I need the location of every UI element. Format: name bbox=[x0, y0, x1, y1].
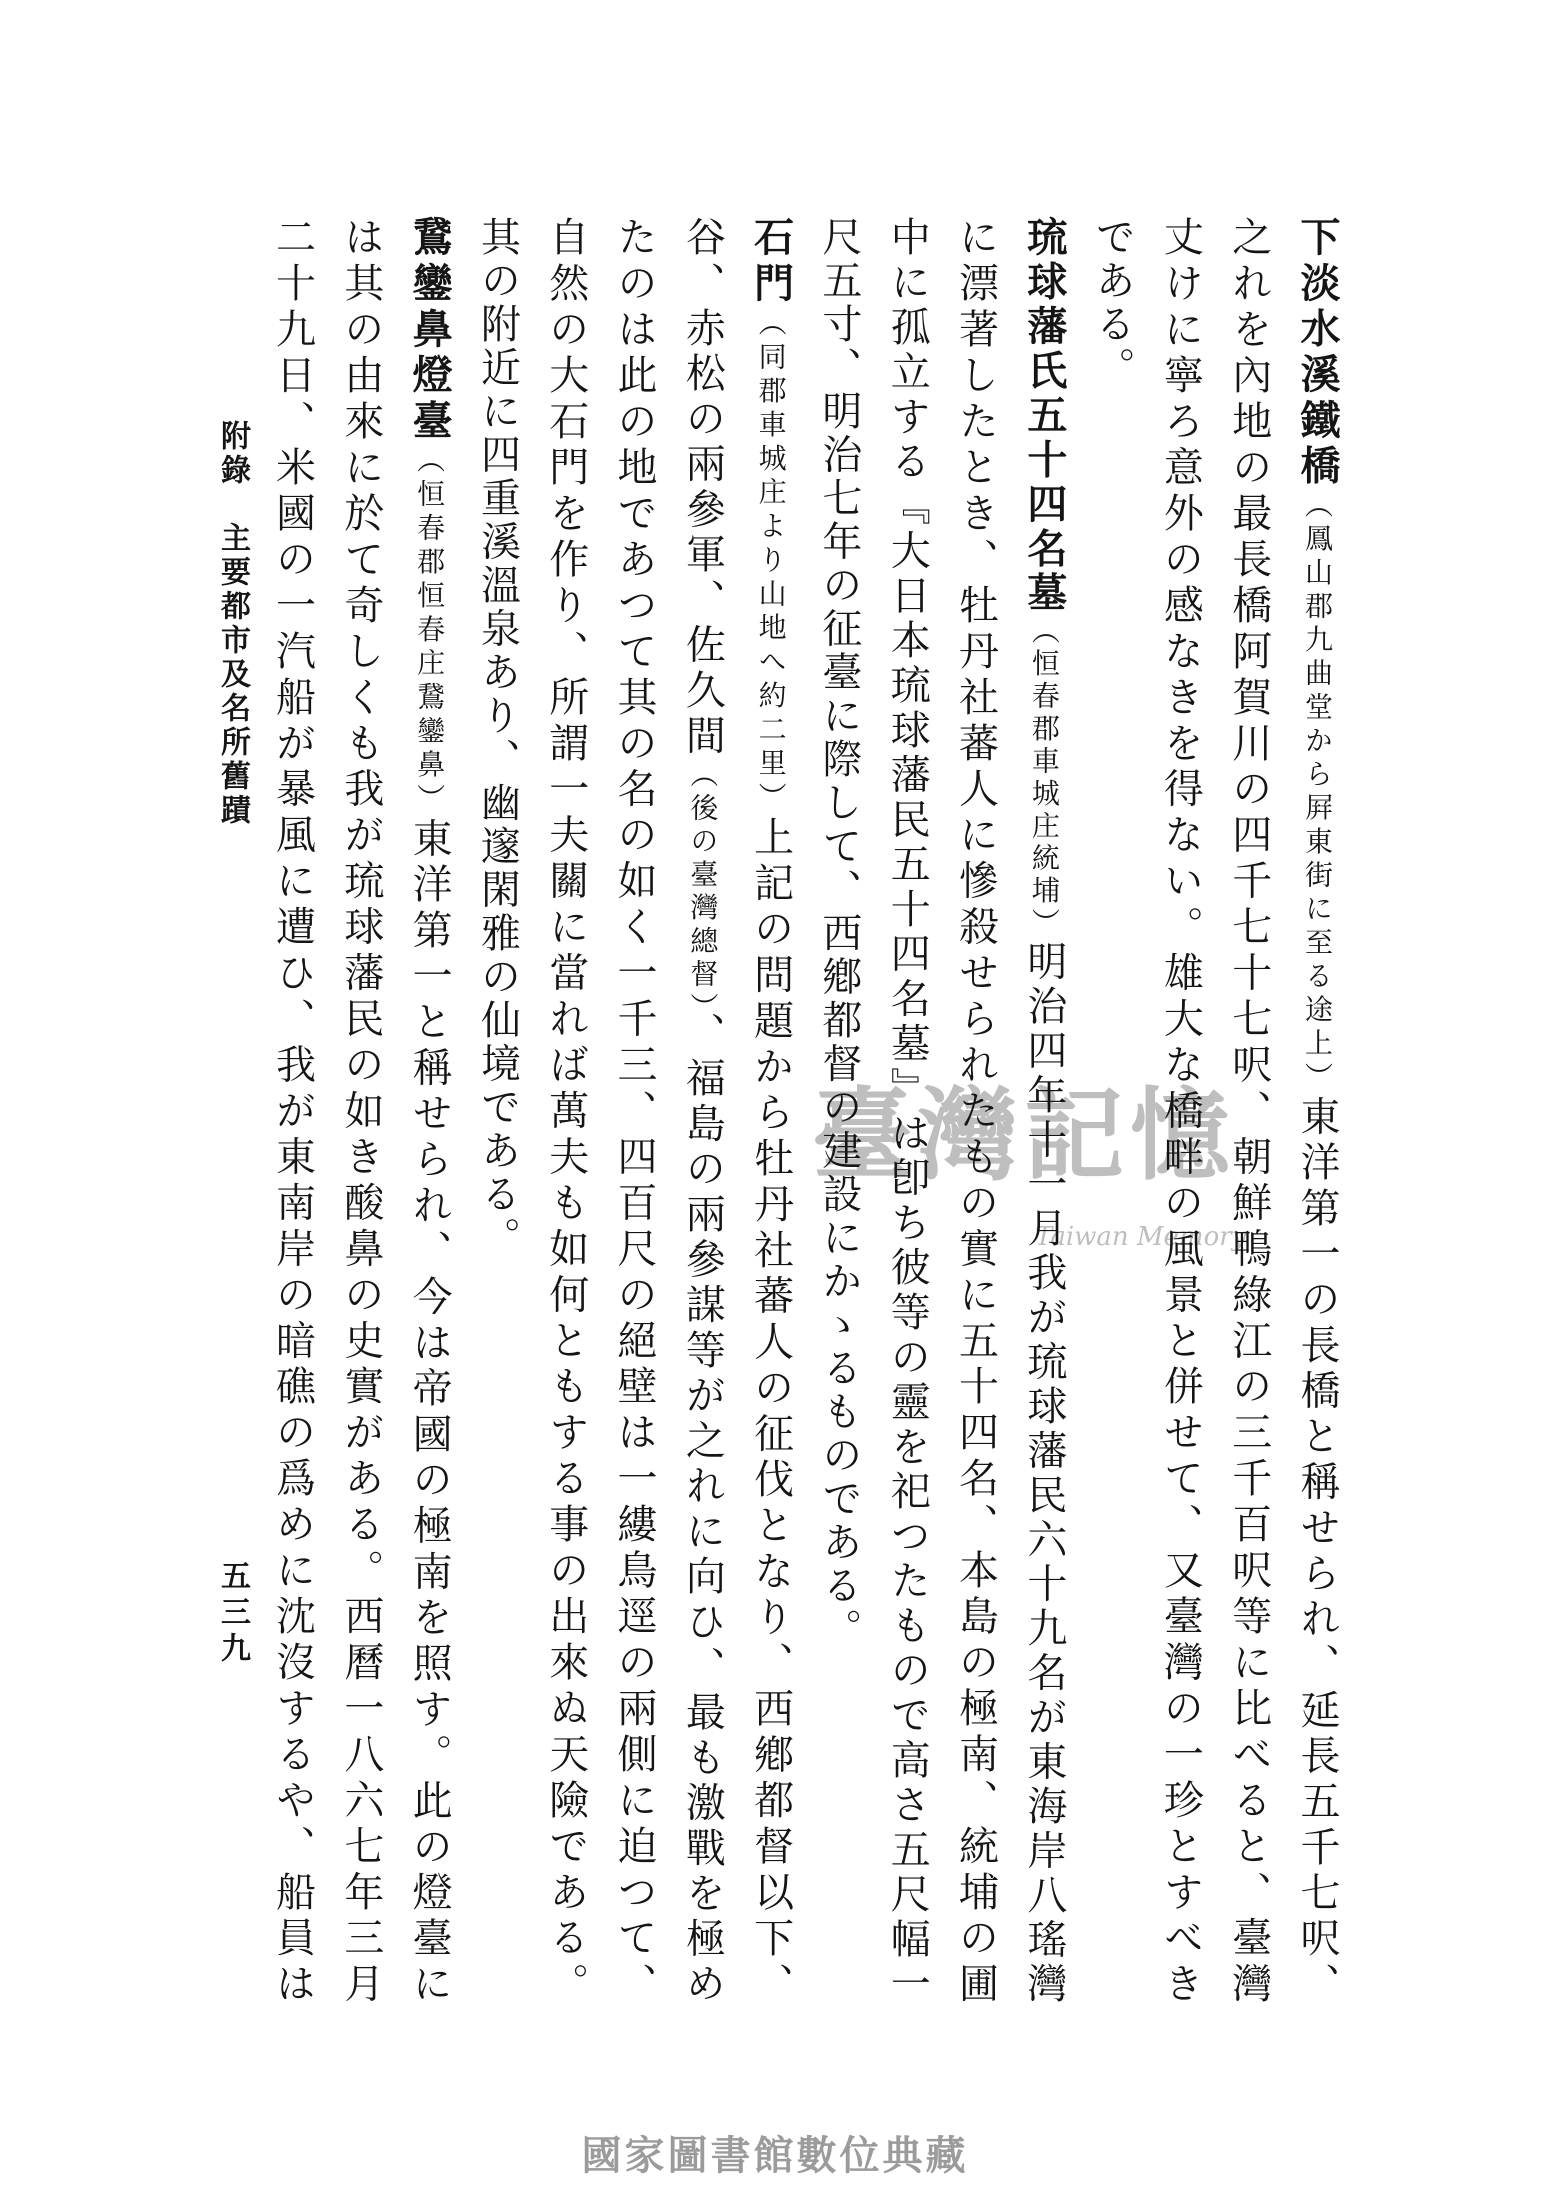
text-column bbox=[941, 216, 1009, 2006]
page-number: 五三九 bbox=[215, 1560, 250, 1668]
text-column bbox=[1078, 216, 1146, 2006]
body-text-line: 東洋第一と稱せられ、今は帝國の極南を照す。此の燈臺に bbox=[406, 817, 453, 2007]
entry-heading: 下淡水溪鐵橋 bbox=[1294, 216, 1341, 490]
body-text-line: 丈けに寧ろ意外の感なきを得ない。雄大な橋畔の風景と併せて、又臺灣の一珍とすべき bbox=[1157, 216, 1204, 2007]
text-column bbox=[1146, 216, 1214, 2006]
body-text-line: 谷、赤松の兩參軍、佐久間 bbox=[679, 216, 726, 760]
watermark-english: Taiwan Memory bbox=[1035, 1222, 1247, 1252]
text-column bbox=[327, 216, 395, 2006]
body-text-line: 明治四年十一月我が琉球藩民六十九名が東海岸八瑤灣 bbox=[1020, 940, 1067, 2007]
body-text-line: に漂著したとき、牡丹社蕃人に慘殺せられたもの實に五十四名、本島の極南、統埔の圃 bbox=[952, 216, 999, 2007]
entry-heading: 石門 bbox=[747, 216, 795, 308]
entry-location-note: （恒春郡車城庄統埔） bbox=[1027, 615, 1061, 941]
text-column bbox=[531, 216, 599, 2006]
entry-heading: 琉球藩氏五十四名墓 bbox=[1020, 216, 1068, 616]
text-column bbox=[805, 216, 873, 2006]
main-text bbox=[258, 216, 1351, 2006]
body-text-line: は其の由來に於て奇しくも我が琉球藩民の如き酸鼻の史實がある。西曆一八六七年三月 bbox=[337, 216, 384, 2006]
text-column bbox=[1010, 216, 1078, 2006]
text-column bbox=[395, 216, 463, 2006]
body-text-line: 之れを內地の最長橋阿賀川の四千七十七呎、朝鮮鴨綠江の三千百呎等に比べると、臺灣 bbox=[1225, 216, 1272, 2007]
entry-location-note: （恒春郡恒春庄鵞鑾鼻） bbox=[413, 445, 447, 818]
text-column bbox=[736, 216, 804, 2006]
collection-footer: 國家圖書館數位典藏 bbox=[581, 2132, 969, 2179]
body-text-line: 中に孤立する『大日本琉球藩民五十四名墓』は卽ち彼等の靈を祀つたもので高さ五尺幅一 bbox=[884, 216, 931, 2006]
body-text-line: 、福島の兩參謀等が之れに向ひ、最も激戰を極め bbox=[679, 1011, 726, 2007]
inline-note: （後の臺灣總督） bbox=[686, 759, 720, 1012]
text-column bbox=[668, 216, 736, 2006]
entry-location-note: （鳳山郡九曲堂から屛東街に至る途上） bbox=[1301, 489, 1334, 1096]
body-text-line: 尺五寸、明治七年の征臺に際して、西鄕都督の建設にかゝるものである。 bbox=[815, 216, 862, 1652]
text-column bbox=[873, 216, 941, 2006]
running-header: 附錄 主要都市及名所舊蹟 bbox=[215, 420, 250, 828]
body-text-line: 東洋第一の長橋と稱せられ、延長五千七呎、 bbox=[1294, 1095, 1340, 2007]
entry-heading: 鵞鑾鼻燈臺 bbox=[406, 216, 454, 446]
text-column bbox=[258, 216, 326, 2006]
body-text-line: 自然の大石門を作り、所謂一夫關に當れば萬夫も如何ともする事の出來ぬ天險である。 bbox=[542, 216, 589, 2007]
body-text-line: 上記の問題から牡丹社蕃人の征伐となり、西鄕都督以下、 bbox=[747, 815, 794, 2007]
text-column bbox=[600, 216, 668, 2006]
text-column bbox=[463, 216, 531, 2006]
body-text-line: 二十九日、米國の一汽船が暴風に遭ひ、我が東南岸の暗礁の爲めに沈沒するや、船員は bbox=[269, 216, 316, 2006]
entry-location-note: （同郡車城庄より山地へ約二里） bbox=[754, 307, 788, 816]
watermark-characters: 臺灣記憶 bbox=[812, 1076, 1236, 1194]
text-column bbox=[1283, 216, 1351, 2006]
body-text-line: 其の附近に四重溪溫泉あり、幽邃閑雅の仙境である。 bbox=[474, 216, 521, 1260]
body-text-line: である。 bbox=[1089, 216, 1136, 390]
text-column bbox=[1214, 216, 1282, 2006]
body-text-line: たのは此の地であつて其の名の如く一千三、四百尺の絕壁は一縷鳥逕の兩側に迫つて、 bbox=[611, 216, 658, 2007]
